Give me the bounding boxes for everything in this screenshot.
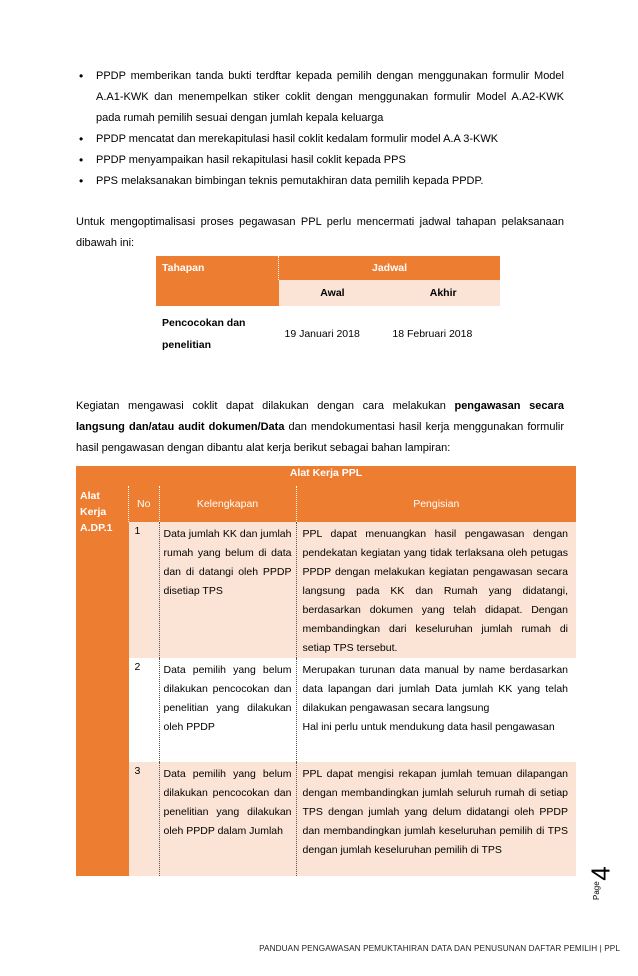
bullet-item: • PPS melaksanakan bimbingan teknis pemutakhiran data pemilih kepada PPDP. <box>76 171 564 192</box>
pengisian-text: Hal ini perlu untuk mendukung data hasil pengawasan <box>302 721 555 733</box>
row-number: 3 <box>129 762 160 876</box>
header-kelengkapan: Kelengkapan <box>159 486 296 522</box>
bullet-item: • PPDP menyampaikan hasil rekapitulasi hasil coklit kepada PPS <box>76 150 564 171</box>
bullet-item: • PPDP memberikan tanda bukti terdftar kepada pemilih dengan menggunakan formulir Model A.A1-KWK dan menempelkan stiker coklit dengan menggunakan formulir Model A.A2-KWK pada rumah pemilih sesuai dengan jumlah kepala keluarga <box>76 66 564 129</box>
row-kelengkapan: Data pemilih yang belum dilakukan pencocokan dan penelitian yang dilakukan oleh PPDP <box>159 658 296 762</box>
tools-table-title: Alat Kerja PPL <box>76 466 576 486</box>
tool-code: A.DP.1 <box>76 522 129 876</box>
header-akhir: Akhir <box>429 287 457 299</box>
header-jadwal: Jadwal <box>279 256 501 280</box>
row-kelengkapan: Data pemilih yang belum dilakukan pencocokan dan penelitian yang dilakukan oleh PPDP dalam Jumlah <box>159 762 296 876</box>
header-spacer <box>156 280 279 306</box>
footer: PANDUAN PENGAWASAN PEMUKTAHIRAN DATA DAN PENUSUNAN DAFTAR PEMILIH | PPL <box>259 944 620 953</box>
header-no: No <box>129 486 160 522</box>
row-pengisian: PPL dapat mengisi rekapan jumlah temuan dilapangan dengan membandingkan jumlah seluruh rumah di setiap TPS dengan jumlah yang delum didatangi oleh PPDP dan membandingkan jumlah keseluruhan pemilih di TPS dengan jumlah keseluruhan pemilih di TPS <box>296 762 576 876</box>
row-pengisian <box>296 658 576 762</box>
page-label: Page <box>592 881 601 900</box>
paragraph-text: dan mendokumentasi hasil kerja menggunakan formulir hasil pengawasan dengan dibantu alat kerja berikut sebagai bahan lampiran: <box>76 421 564 454</box>
intro-paragraph: Untuk mengoptimalisasi proses pegawasan PPL perlu mencermati jadwal tahapan pelaksanaan dibawah ini: <box>76 216 564 249</box>
bullet-item: • PPDP mencatat dan merekapitulasi hasil coklit kedalam formulir model A.A 3-KWK <box>76 129 564 150</box>
row-number: 1 <box>129 522 160 658</box>
row-pengisian: PPL dapat menuangkan hasil pengawasan dengan pendekatan kegiatan yang tidak terlaksana oleh petugas PPDP dengan melakukan kegiatan pengawasan secara langsung pada KK dan Rumah yang didatangi, berdasarkan dokumen yang telah didapat. Dengan membandingkan dari keseluruhan jumlah rumah di setiap TPS tersebut. <box>296 522 576 658</box>
row-kelengkapan: Data jumlah KK dan jumlah rumah yang belum di data dan di datangi oleh PPDP disetiap TPS <box>159 522 296 658</box>
paragraph-bold-text: pengawasan secara langsung dan/atau audit dokumen/Data <box>76 400 564 433</box>
pengisian-text: Merupakan turunan data manual by name berdasarkan data lapangan dari jumlah Data jumlah KK yang telah dilakukan pengawasan secara langsung <box>302 664 568 714</box>
header-tahapan: Tahapan <box>162 262 205 274</box>
row-akhir: 18 Februari 2018 <box>392 328 473 340</box>
page-number-value: 4 <box>585 866 616 881</box>
second-paragraph <box>76 396 564 459</box>
row-number: 2 <box>129 658 160 762</box>
header-alat-kerja: Alat Kerja <box>76 486 129 522</box>
row-awal: 19 Januari 2018 <box>284 328 360 340</box>
header-awal: Awal <box>320 287 345 299</box>
paragraph-text: Kegiatan mengawasi coklit dapat dilakukan dengan cara melakukan <box>76 400 455 412</box>
row-tahapan: Pencocokan dan penelitian <box>162 317 246 351</box>
page-number <box>585 858 632 918</box>
header-pengisian: Pengisian <box>296 486 576 522</box>
tools-table <box>76 466 576 876</box>
bullet-list <box>76 66 564 192</box>
schedule-table <box>156 256 500 362</box>
